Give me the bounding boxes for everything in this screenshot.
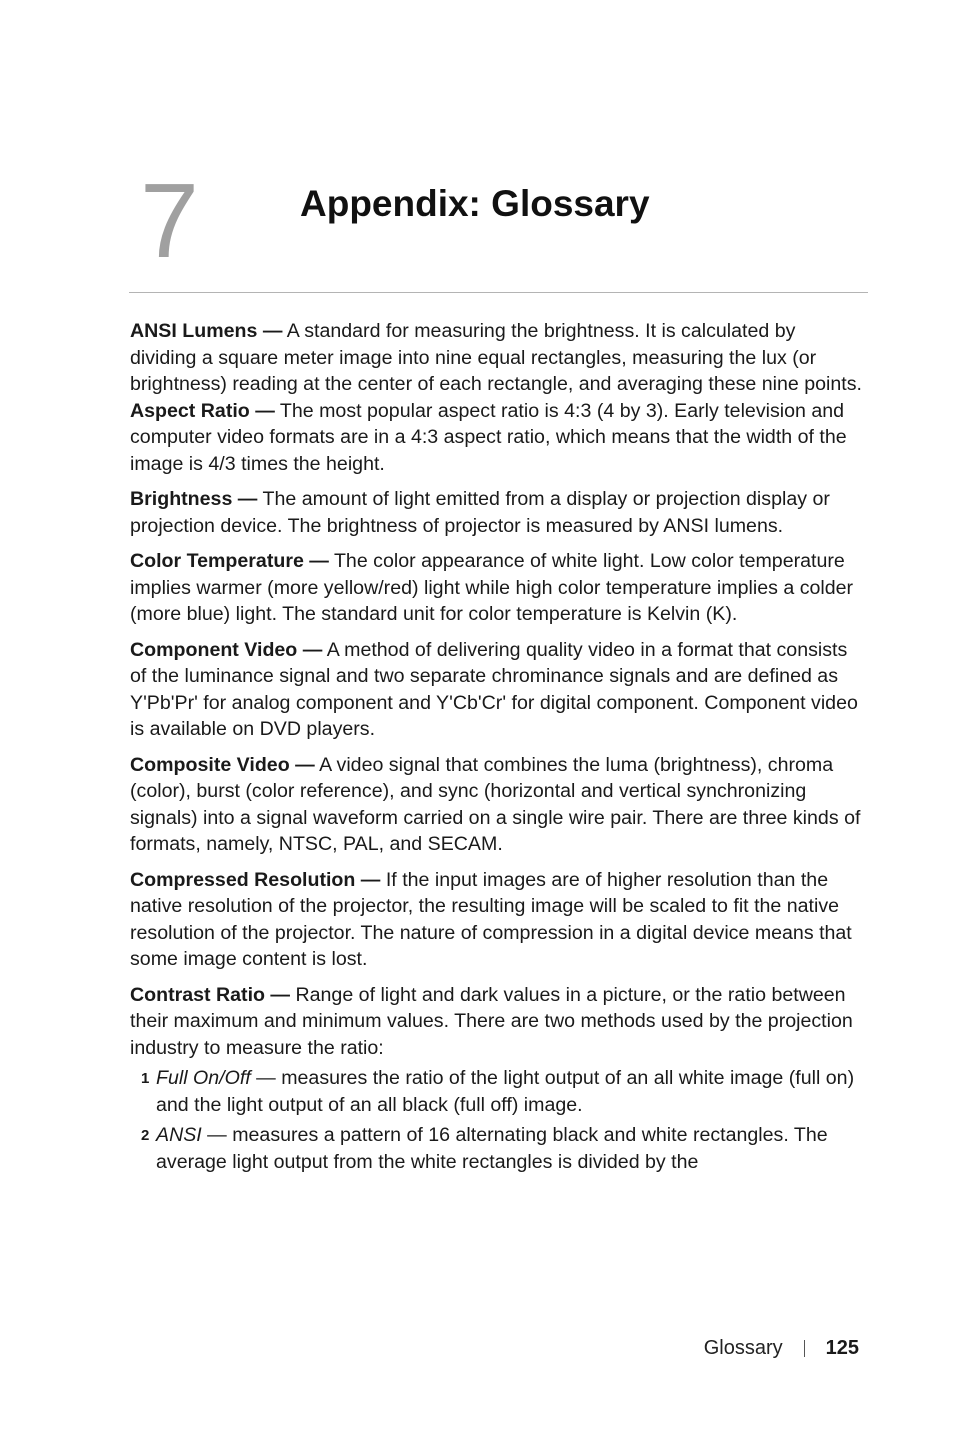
glossary-definition: Range of light and dark values in a picture, or the ratio between their maximum and minimum values. There are two methods used by the projection industry to measure the ratio:: [130, 983, 853, 1059]
glossary-entry-brightness: [130, 486, 866, 539]
list-item: [130, 1065, 866, 1118]
glossary-entry-color-temperature: [130, 548, 866, 628]
glossary-term: Contrast Ratio —: [130, 983, 291, 1006]
method-name: Full On/Off: [156, 1067, 251, 1089]
method-description: — measures the ratio of the light output of an all white image (full on) and the light output of an all black (full off) image.: [156, 1067, 855, 1116]
glossary-entry-composite-video: [130, 752, 866, 858]
list-item: [130, 1122, 866, 1175]
glossary-entry-contrast-ratio: [130, 982, 866, 1176]
glossary-entry-component-video: [130, 637, 866, 743]
glossary-definition: If the input images are of higher resolution than the native resolution of the projector, the resulting image will be scaled to fit the native resolution of the projector. The nature of compression in a digital device means that some image content is lost.: [130, 868, 852, 970]
glossary-definition: The color appearance of white light. Low color temperature implies warmer (more yellow/red) light while high color temperature implies a colder (more blue) light. The standard unit for color temperature is Kelvin (K).: [130, 550, 854, 625]
glossary-definition: A video signal that combines the luma (brightness), chroma (color), burst (color reference), and sync (horizontal and vertical synchronizing signals) into a signal waveform carried on a single wire pair. There are three kinds of formats, namely, NTSC, PAL, and SECAM.: [130, 753, 861, 855]
glossary-term: Color Temperature —: [130, 550, 329, 572]
glossary-term: Composite Video —: [130, 753, 315, 776]
contrast-methods-list: [130, 1065, 866, 1175]
footer-section-name: Glossary: [703, 1337, 783, 1359]
glossary-definition: The most popular aspect ratio is 4:3 (4 by 3). Early television and computer video formats are in a 4:3 aspect ratio, which means that the width of the image is 4/3 times the height.: [130, 399, 847, 475]
glossary-definition: The amount of light emitted from a display or projection display or projection device. The brightness of projector is measured by ANSI lumens.: [130, 488, 830, 537]
chapter-number: 7: [140, 162, 199, 280]
page-footer: [704, 1337, 859, 1360]
method-description: — measures a pattern of 16 alternating black and white rectangles. The average light output from the white rectangles is divided by the: [156, 1124, 828, 1173]
page-number: 125: [825, 1337, 859, 1359]
glossary-definition: A standard for measuring the brightness. It is calculated by dividing a square meter image into nine equal rectangles, measuring the lux (or brightness) reading at the center of each rectangle, and averaging these nine points.: [130, 320, 862, 395]
list-item-number: 2: [141, 1127, 150, 1144]
glossary-term: ANSI Lumens —: [130, 320, 283, 342]
footer-divider: [804, 1340, 805, 1357]
glossary-term: Component Video —: [130, 638, 323, 661]
glossary-term: Brightness —: [130, 488, 258, 510]
method-name: ANSI: [156, 1124, 202, 1146]
glossary-entries: [130, 318, 866, 1184]
list-item-number: 1: [141, 1070, 150, 1087]
glossary-entry-compressed-resolution: [130, 867, 866, 973]
glossary-term: Compressed Resolution —: [130, 868, 381, 891]
glossary-entry-ansi-lumens: [130, 318, 866, 398]
glossary-term: Aspect Ratio —: [130, 399, 275, 422]
glossary-entry-aspect-ratio: [130, 398, 866, 478]
page-title: Appendix: Glossary: [300, 183, 650, 224]
glossary-definition: A method of delivering quality video in a format that consists of the luminance signal and two separate chrominance signals and are defined as Y'Pb'Pr' for analog component and Y'Cb'Cr' for digital component. Component video is available on DVD players.: [130, 638, 858, 740]
title-divider: [129, 292, 868, 293]
